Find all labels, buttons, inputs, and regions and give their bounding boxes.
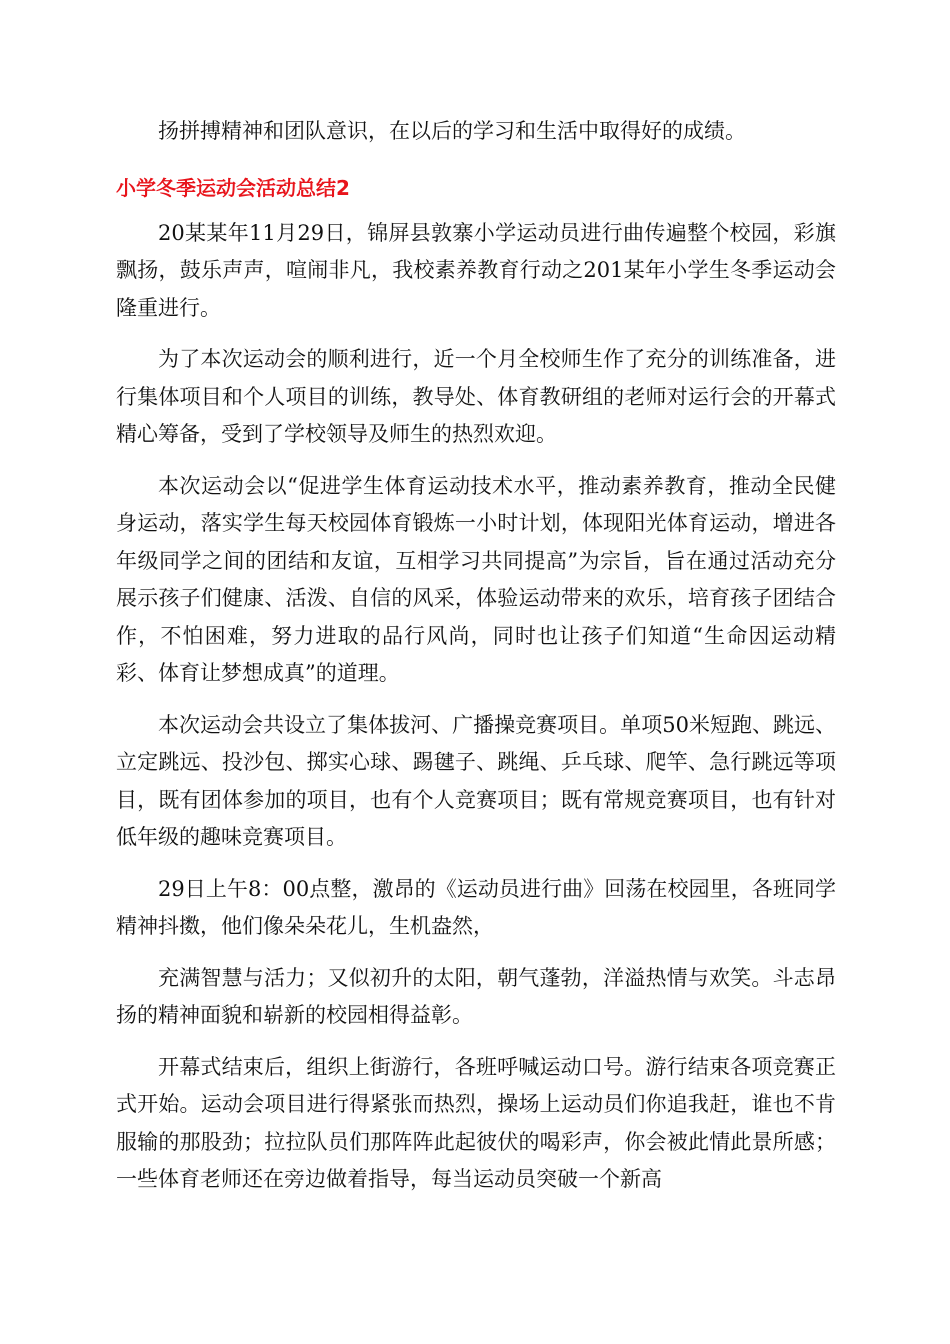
body-paragraph-1: 20某某年11月29日，锦屏县敦寨小学运动员进行曲传遍整个校园，彩旗飘扬，鼓乐声声，喧闹非凡，我校素养教育行动之201某年小学生冬季运动会隆重进行。 — [116, 220, 836, 320]
intro-continuation-paragraph: 扬拼搏精神和团队意识，在以后的学习和生活中取得好的成绩。 — [158, 119, 746, 143]
body-paragraph-4: 本次运动会共设立了集体拔河、广播操竞赛项目。单项50米短跑、跳远、立定跳远、投沙包、掷实心球、踢毽子、跳绳、乒乓球、爬竿、急行跳远等项目，既有团体参加的项目，也有个人竞赛项目；既有常规竞赛项目，也有针对低年级的趣味竞赛项目。 — [116, 712, 836, 849]
section-heading: 小学冬季运动会活动总结2 — [116, 175, 350, 200]
body-paragraph-5: 29日上午8：00点整，激昂的《运动员进行曲》回荡在校园里，各班同学精神抖擞，他们像朵朵花儿，生机盎然， — [116, 876, 836, 938]
body-paragraph-6: 充满智慧与活力；又似初升的太阳，朝气蓬勃，洋溢热情与欢笑。斗志昂扬的精神面貌和崭新的校园相得益彰。 — [116, 965, 836, 1027]
body-paragraph-2: 为了本次运动会的顺利进行，近一个月全校师生作了充分的训练准备，进行集体项目和个人项目的训练，教导处、体育教研组的老师对运行会的开幕式精心筹备，受到了学校领导及师生的热烈欢迎。 — [116, 347, 836, 446]
document-body — [116, 113, 836, 1199]
body-paragraph-3: 本次运动会以“促进学生体育运动技术水平，推动素养教育，推动全民健身运动，落实学生每天校园体育锻炼一小时计划，体现阳光体育运动，增进各年级同学之间的团结和友谊，互相学习共同提高”为宗旨，旨在通过活动充分展示孩子们健康、活泼、自信的风采，体验运动带来的欢乐，培育孩子团结合作，不怕困难，努力进取的品行风尚，同时也让孩子们知道“生命因运动精彩、体育让梦想成真”的道理。 — [116, 473, 836, 685]
body-paragraph-7: 开幕式结束后，组织上街游行，各班呼喊运动口号。游行结束各项竞赛正式开始。运动会项目进行得紧张而热烈，操场上运动员们你追我赶，谁也不肯服输的那股劲；拉拉队员们那阵阵此起彼伏的喝彩声，你会被此情此景所感；一些体育老师还在旁边做着指导，每当运动员突破一个新高 — [116, 1054, 836, 1191]
